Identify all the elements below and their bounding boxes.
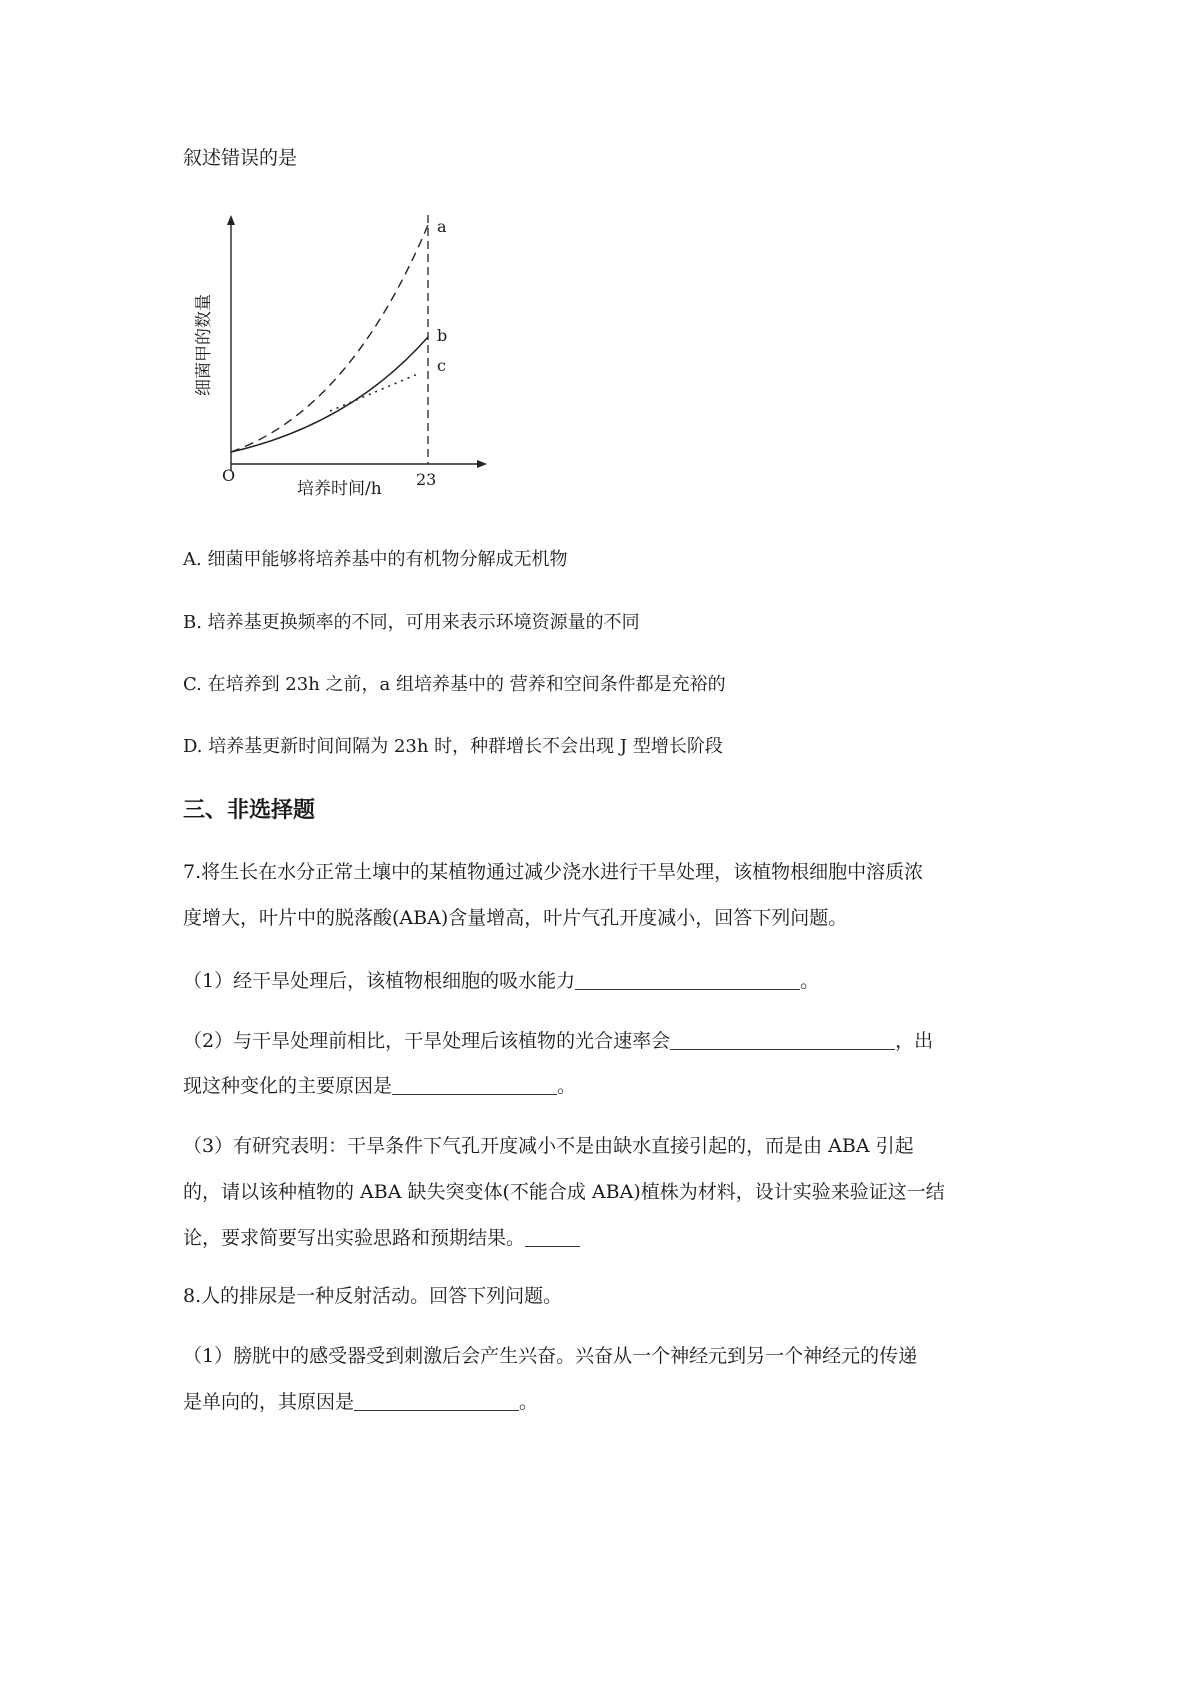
q7-part2-text: （2）与干旱处理前相比，干旱处理后该植物的光合速率会 xyxy=(183,1030,671,1052)
option-b: B. 培养基更换频率的不同，可用来表示环境资源量的不同 xyxy=(183,612,640,633)
growth-curve-diagram xyxy=(195,215,495,500)
q8-part1-line2 xyxy=(183,1387,538,1414)
q7-part3-line2: 的，请以该种植物的 ABA 缺失突变体(不能合成 ABA)植株为材料，设计实验来验证这一结 xyxy=(183,1181,945,1203)
q7-part2-line2 xyxy=(183,1071,576,1098)
q8-part1-end: 。 xyxy=(519,1391,539,1413)
q7-part2-line1 xyxy=(183,1026,933,1053)
q7-part3-line3 xyxy=(183,1223,580,1250)
curve-c xyxy=(330,373,420,411)
q7-part2-answer-blank-2[interactable] xyxy=(392,1075,557,1095)
x-axis-arrow xyxy=(477,460,487,468)
q8-part1-line1: （1）膀胱中的感受器受到刺激后会产生兴奋。兴奋从一个神经元到另一个神经元的传递 xyxy=(183,1345,918,1367)
y-axis-label: 细菌甲的数量 xyxy=(195,294,214,396)
q8-part1-answer-blank[interactable] xyxy=(354,1391,519,1411)
q7-stem-line1: 7.将生长在水分正常土壤中的某植物通过减少浇水进行干旱处理，该植物根细胞中溶质浓 xyxy=(183,861,924,883)
option-c: C. 在培养到 23h 之前，a 组培养基中的 营养和空间条件都是充裕的 xyxy=(183,674,726,695)
x-axis-label: 培养时间/h xyxy=(297,479,382,499)
origin-label: O xyxy=(222,466,236,485)
q7-part3-line1: （3）有研究表明：干旱条件下气孔开度减小不是由缺水直接引起的，而是由 ABA 引起 xyxy=(183,1135,914,1157)
q7-part1 xyxy=(183,966,819,993)
q7-part1-end: 。 xyxy=(800,970,820,992)
bacteria-growth-figure xyxy=(195,215,495,504)
curve-b xyxy=(231,337,428,452)
option-d: D. 培养基更新时间间隔为 23h 时，种群增长不会出现 J 型增长阶段 xyxy=(183,736,723,757)
question-stem-tail: 叙述错误的是 xyxy=(183,147,298,169)
q7-part2-end: 。 xyxy=(557,1075,577,1097)
q8-stem: 8.人的排尿是一种反射活动。回答下列问题。 xyxy=(183,1285,563,1307)
curve-b-label: b xyxy=(437,326,448,345)
q7-stem-line2: 度增大，叶片中的脱落酸(ABA)含量增高，叶片气孔开度减小，回答下列问题。 xyxy=(183,907,848,929)
q7-part3-line3-text: 论，要求简要写出实验思路和预期结果。 xyxy=(183,1227,526,1249)
q8-part1-line2-text: 是单向的，其原因是 xyxy=(183,1391,355,1413)
q7-part1-answer-blank[interactable] xyxy=(575,970,800,990)
q7-part2-line2-text: 现这种变化的主要原因是 xyxy=(183,1075,393,1097)
curve-a xyxy=(231,225,428,452)
curve-c-label: c xyxy=(437,356,446,375)
q7-part3-answer-blank[interactable] xyxy=(525,1227,580,1247)
x-tick-23: 23 xyxy=(416,470,437,489)
option-a: A. 细菌甲能够将培养基中的有机物分解成无机物 xyxy=(183,549,568,570)
curve-a-label: a xyxy=(437,217,447,236)
q7-part2-answer-blank-1[interactable] xyxy=(670,1030,895,1050)
y-axis-arrow xyxy=(227,215,235,225)
q7-part2-mid: ，出 xyxy=(895,1030,934,1052)
q7-part1-text: （1）经干旱处理后，该植物根细胞的吸水能力 xyxy=(183,970,576,992)
section-title: 三、非选择题 xyxy=(183,797,316,823)
